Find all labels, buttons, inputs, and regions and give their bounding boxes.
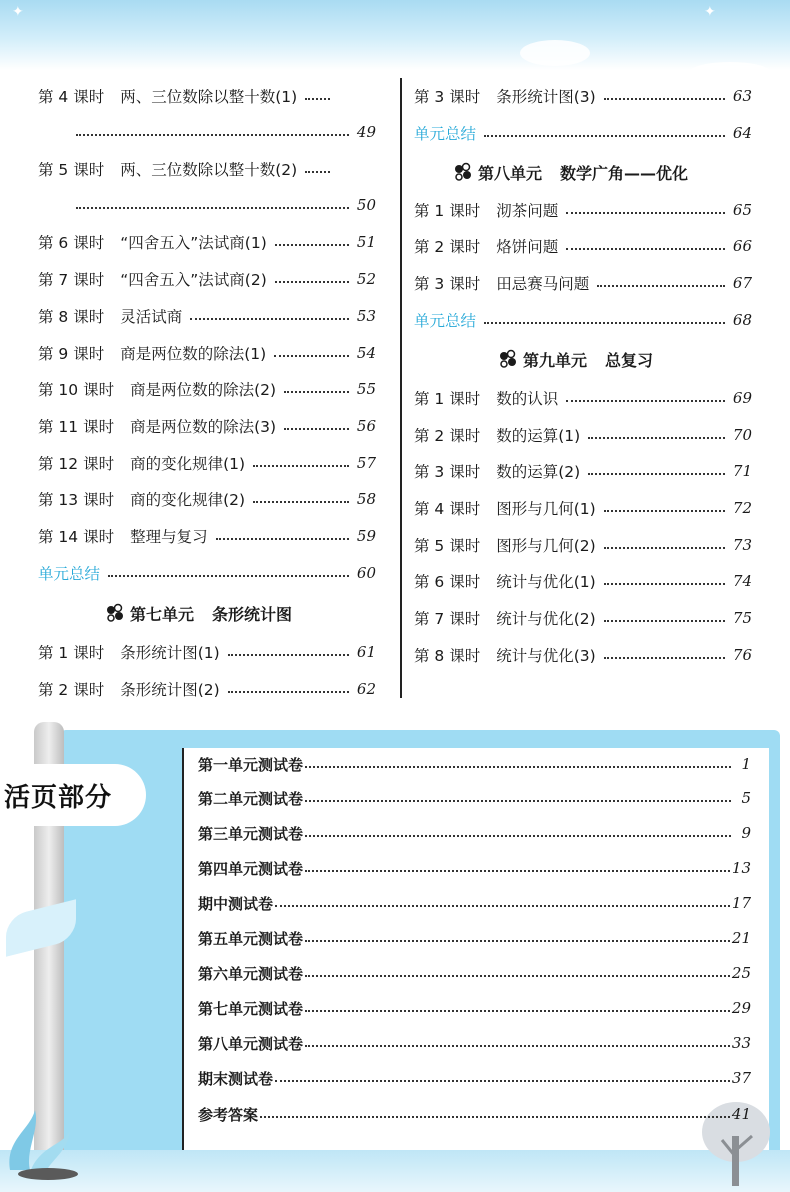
- page-number: 60: [356, 564, 376, 582]
- dot-leader: [216, 538, 349, 540]
- test-row[interactable]: [198, 851, 751, 885]
- dot-leader: [305, 1045, 730, 1047]
- page-number: 56: [356, 417, 376, 435]
- page-number: 29: [731, 999, 751, 1017]
- toc-row[interactable]: [414, 193, 752, 227]
- page-number: 25: [731, 964, 751, 982]
- page-number: 64: [732, 124, 752, 142]
- unit-heading: [104, 598, 292, 628]
- toc-row[interactable]: [414, 564, 752, 598]
- lesson-number: 第 13 课时: [38, 491, 115, 509]
- dot-leader: [604, 547, 725, 549]
- test-title: 第一单元测试卷: [198, 755, 304, 774]
- dot-leader: [588, 437, 725, 439]
- lesson-number: 第 2 课时: [414, 427, 481, 445]
- lesson-number: 第 3 课时: [414, 463, 481, 481]
- test-title: 第八单元测试卷: [198, 1034, 304, 1053]
- lesson-number: 第 11 课时: [38, 418, 115, 436]
- test-title: 第五单元测试卷: [198, 929, 304, 948]
- toc-row[interactable]: [414, 266, 752, 300]
- unit-name: 条形统计图: [212, 604, 293, 624]
- lesson-title: “四舍五入”法试商(2): [120, 271, 267, 289]
- dot-leader: [597, 285, 725, 287]
- page-number: 55: [356, 380, 376, 398]
- test-title: 第七单元测试卷: [198, 999, 304, 1018]
- lesson-title: 条形统计图(1): [120, 644, 220, 662]
- page-number: 57: [356, 454, 376, 472]
- test-row[interactable]: [198, 886, 751, 920]
- flower-icon: [104, 602, 126, 624]
- test-title: 第三单元测试卷: [198, 824, 304, 843]
- dot-leader: [305, 975, 730, 977]
- dot-leader: [228, 691, 349, 693]
- test-row[interactable]: [198, 816, 751, 850]
- dot-leader: [305, 1010, 730, 1012]
- unit-heading: [497, 344, 653, 374]
- loose-leaf-title: 活页部分: [4, 782, 113, 813]
- toc-row[interactable]: [38, 482, 376, 516]
- dot-leader: [253, 465, 349, 467]
- lesson-title: 条形统计图(2): [120, 681, 220, 699]
- dot-leader: [76, 207, 349, 209]
- dot-leader: [274, 355, 349, 357]
- test-row[interactable]: [198, 921, 751, 955]
- lesson-title: 沏茶问题: [496, 202, 559, 220]
- test-title: 第二单元测试卷: [198, 789, 304, 808]
- sparkle-icon: ✦: [704, 4, 716, 20]
- page-number: 69: [732, 389, 752, 407]
- dot-leader: [566, 400, 725, 402]
- unit-summary-row[interactable]: [414, 116, 752, 150]
- test-title: 期末测试卷: [198, 1069, 274, 1088]
- page-number: 66: [732, 237, 752, 255]
- lesson-number: 第 6 课时: [38, 234, 105, 252]
- toc-row[interactable]: [38, 299, 376, 333]
- page-number: 73: [732, 536, 752, 554]
- page-number: 67: [732, 274, 752, 292]
- lesson-number: 第 7 课时: [414, 610, 481, 628]
- page-number: 54: [356, 344, 376, 362]
- page-number: 53: [356, 307, 376, 325]
- toc-row[interactable]: [38, 672, 376, 706]
- unit-name: 数学广角——优化: [560, 163, 689, 183]
- lesson-title: 图形与几何(2): [496, 537, 596, 555]
- lesson-number: 第 8 课时: [414, 647, 481, 665]
- page-number: 1: [741, 755, 751, 773]
- dot-leader: [108, 575, 349, 577]
- summary-label: 单元总结: [414, 312, 477, 330]
- dot-leader: [275, 905, 730, 907]
- dot-leader: [76, 134, 349, 136]
- dot-leader: [604, 583, 725, 585]
- lesson-title: 商是两位数的除法(3): [130, 418, 277, 436]
- page-number: 49: [356, 123, 376, 141]
- signpost-board: [0, 764, 146, 826]
- page-number: 51: [356, 233, 376, 251]
- lesson-number: 第 3 课时: [414, 275, 481, 293]
- page-number: 62: [356, 680, 376, 698]
- lesson-title: 两、三位数除以整十数(2): [120, 161, 298, 179]
- dot-leader: [253, 501, 349, 503]
- test-title: 期中测试卷: [198, 894, 274, 913]
- toc-row[interactable]: [38, 409, 376, 443]
- toc-row[interactable]: [68, 115, 376, 149]
- lesson-number: 第 1 课时: [414, 390, 481, 408]
- dot-leader: [305, 940, 730, 942]
- lesson-title: 数的运算(1): [496, 427, 581, 445]
- toc-row[interactable]: [38, 519, 376, 553]
- page-number: 21: [731, 929, 751, 947]
- lesson-number: 第 1 课时: [414, 202, 481, 220]
- unit-number: 第七单元: [130, 604, 195, 624]
- column-divider: [400, 78, 402, 698]
- lesson-number: 第 10 课时: [38, 381, 115, 399]
- dot-leader: [275, 1080, 730, 1082]
- dot-leader: [604, 657, 725, 659]
- dot-leader: [484, 322, 725, 324]
- test-row[interactable]: [198, 1026, 751, 1060]
- page-number: 61: [356, 643, 376, 661]
- toc-row[interactable]: [68, 188, 376, 222]
- dot-leader: [305, 835, 731, 837]
- dot-leader: [305, 800, 731, 802]
- dot-leader: [604, 510, 725, 512]
- page-number: 37: [731, 1069, 751, 1087]
- sparkle-icon: ✦: [12, 4, 24, 20]
- unit-summary-row[interactable]: [38, 556, 376, 590]
- lesson-number: 第 8 课时: [38, 308, 105, 326]
- toc-row[interactable]: [38, 79, 338, 113]
- lesson-title: 商是两位数的除法(2): [130, 381, 277, 399]
- top-sky-band: [0, 0, 790, 70]
- page-number: 5: [741, 789, 751, 807]
- page-number: 59: [356, 527, 376, 545]
- lesson-title: 灵活试商: [120, 308, 183, 326]
- lesson-number: 第 1 课时: [38, 644, 105, 662]
- lesson-number: 第 5 课时: [414, 537, 481, 555]
- lesson-number: 第 12 课时: [38, 455, 115, 473]
- page-number: 17: [731, 894, 751, 912]
- page-number: 65: [732, 201, 752, 219]
- lesson-title: 图形与几何(1): [496, 500, 596, 518]
- dot-leader: [305, 171, 330, 173]
- toc-row[interactable]: [38, 372, 376, 406]
- toc-row[interactable]: [38, 152, 338, 186]
- flower-icon: [452, 161, 474, 183]
- page-number: 58: [356, 490, 376, 508]
- lesson-number: 第 2 课时: [38, 681, 105, 699]
- lesson-title: 统计与优化(2): [496, 610, 596, 628]
- lesson-title: 统计与优化(1): [496, 573, 596, 591]
- lesson-title: 商是两位数的除法(1): [120, 345, 267, 363]
- toc-row[interactable]: [414, 528, 752, 562]
- toc-row[interactable]: [38, 635, 376, 669]
- lesson-number: 第 4 课时: [38, 88, 105, 106]
- toc-row[interactable]: [414, 381, 752, 415]
- lesson-title: 数的认识: [496, 390, 559, 408]
- page-number: 41: [731, 1105, 751, 1123]
- unit-number: 第九单元: [523, 350, 588, 370]
- dot-leader: [260, 1116, 730, 1118]
- page-number: 50: [356, 196, 376, 214]
- dot-leader: [275, 281, 349, 283]
- toc-row[interactable]: [38, 225, 376, 259]
- lesson-number: 第 2 课时: [414, 238, 481, 256]
- ground-decoration: [0, 1150, 790, 1192]
- toc-row[interactable]: [38, 262, 376, 296]
- toc-row[interactable]: [38, 336, 376, 370]
- flower-icon: [497, 348, 519, 370]
- dot-leader: [284, 391, 349, 393]
- test-title: 第六单元测试卷: [198, 964, 304, 983]
- dot-leader: [228, 654, 349, 656]
- lesson-number: 第 9 课时: [38, 345, 105, 363]
- page-number: 76: [732, 646, 752, 664]
- page-number: 70: [732, 426, 752, 444]
- unit-name: 总复习: [605, 350, 654, 370]
- test-row[interactable]: [198, 781, 751, 815]
- lesson-title: 商的变化规律(2): [130, 491, 246, 509]
- dot-leader: [566, 212, 725, 214]
- dot-leader: [604, 98, 725, 100]
- test-row[interactable]: [198, 991, 751, 1025]
- lesson-title: 统计与优化(3): [496, 647, 596, 665]
- lesson-title: 商的变化规律(1): [130, 455, 246, 473]
- unit-summary-row[interactable]: [414, 303, 752, 337]
- lesson-title: 条形统计图(3): [496, 88, 596, 106]
- dot-leader: [566, 248, 725, 250]
- page-number: 9: [741, 824, 751, 842]
- page-number: 63: [732, 87, 752, 105]
- unit-heading: [452, 157, 688, 187]
- lesson-number: 第 5 课时: [38, 161, 105, 179]
- unit-number: 第八单元: [478, 163, 543, 183]
- test-title: 第四单元测试卷: [198, 859, 304, 878]
- lesson-title: “四舍五入”法试商(1): [120, 234, 267, 252]
- page-number: 33: [731, 1034, 751, 1052]
- toc-row[interactable]: [414, 418, 752, 452]
- toc-row[interactable]: [414, 229, 752, 263]
- dot-leader: [305, 870, 730, 872]
- dot-leader: [284, 428, 349, 430]
- lesson-number: 第 14 课时: [38, 528, 115, 546]
- summary-label: 单元总结: [38, 565, 101, 583]
- test-title: 参考答案: [198, 1105, 259, 1124]
- toc-row[interactable]: [414, 638, 752, 672]
- page-number: 75: [732, 609, 752, 627]
- dot-leader: [588, 473, 725, 475]
- summary-label: 单元总结: [414, 125, 477, 143]
- lesson-title: 烙饼问题: [496, 238, 559, 256]
- page-number: 71: [732, 462, 752, 480]
- lesson-title: 田忌赛马问题: [496, 275, 590, 293]
- page-number: 72: [732, 499, 752, 517]
- dot-leader: [484, 135, 725, 137]
- lesson-number: 第 6 课时: [414, 573, 481, 591]
- dot-leader: [275, 244, 349, 246]
- toc-row[interactable]: [414, 79, 752, 113]
- test-row[interactable]: [198, 1097, 751, 1131]
- dot-leader: [305, 98, 330, 100]
- page-number: 13: [731, 859, 751, 877]
- page-number: 52: [356, 270, 376, 288]
- toc-row[interactable]: [414, 491, 752, 525]
- lesson-title: 整理与复习: [130, 528, 208, 546]
- page-number: 74: [732, 572, 752, 590]
- page-number: 68: [732, 311, 752, 329]
- dot-leader: [305, 766, 731, 768]
- lesson-number: 第 3 课时: [414, 88, 481, 106]
- test-row[interactable]: [198, 747, 751, 781]
- dot-leader: [190, 318, 349, 320]
- dot-leader: [604, 620, 725, 622]
- lesson-number: 第 4 课时: [414, 500, 481, 518]
- top-cloud: [520, 40, 590, 66]
- test-row[interactable]: [198, 956, 751, 990]
- toc-row[interactable]: [414, 454, 752, 488]
- lesson-title: 两、三位数除以整十数(1): [120, 88, 298, 106]
- test-row[interactable]: [198, 1061, 751, 1095]
- toc-row[interactable]: [38, 446, 376, 480]
- toc-row[interactable]: [414, 601, 752, 635]
- leaf-plant-icon: [0, 1090, 80, 1180]
- lesson-number: 第 7 课时: [38, 271, 105, 289]
- lesson-title: 数的运算(2): [496, 463, 581, 481]
